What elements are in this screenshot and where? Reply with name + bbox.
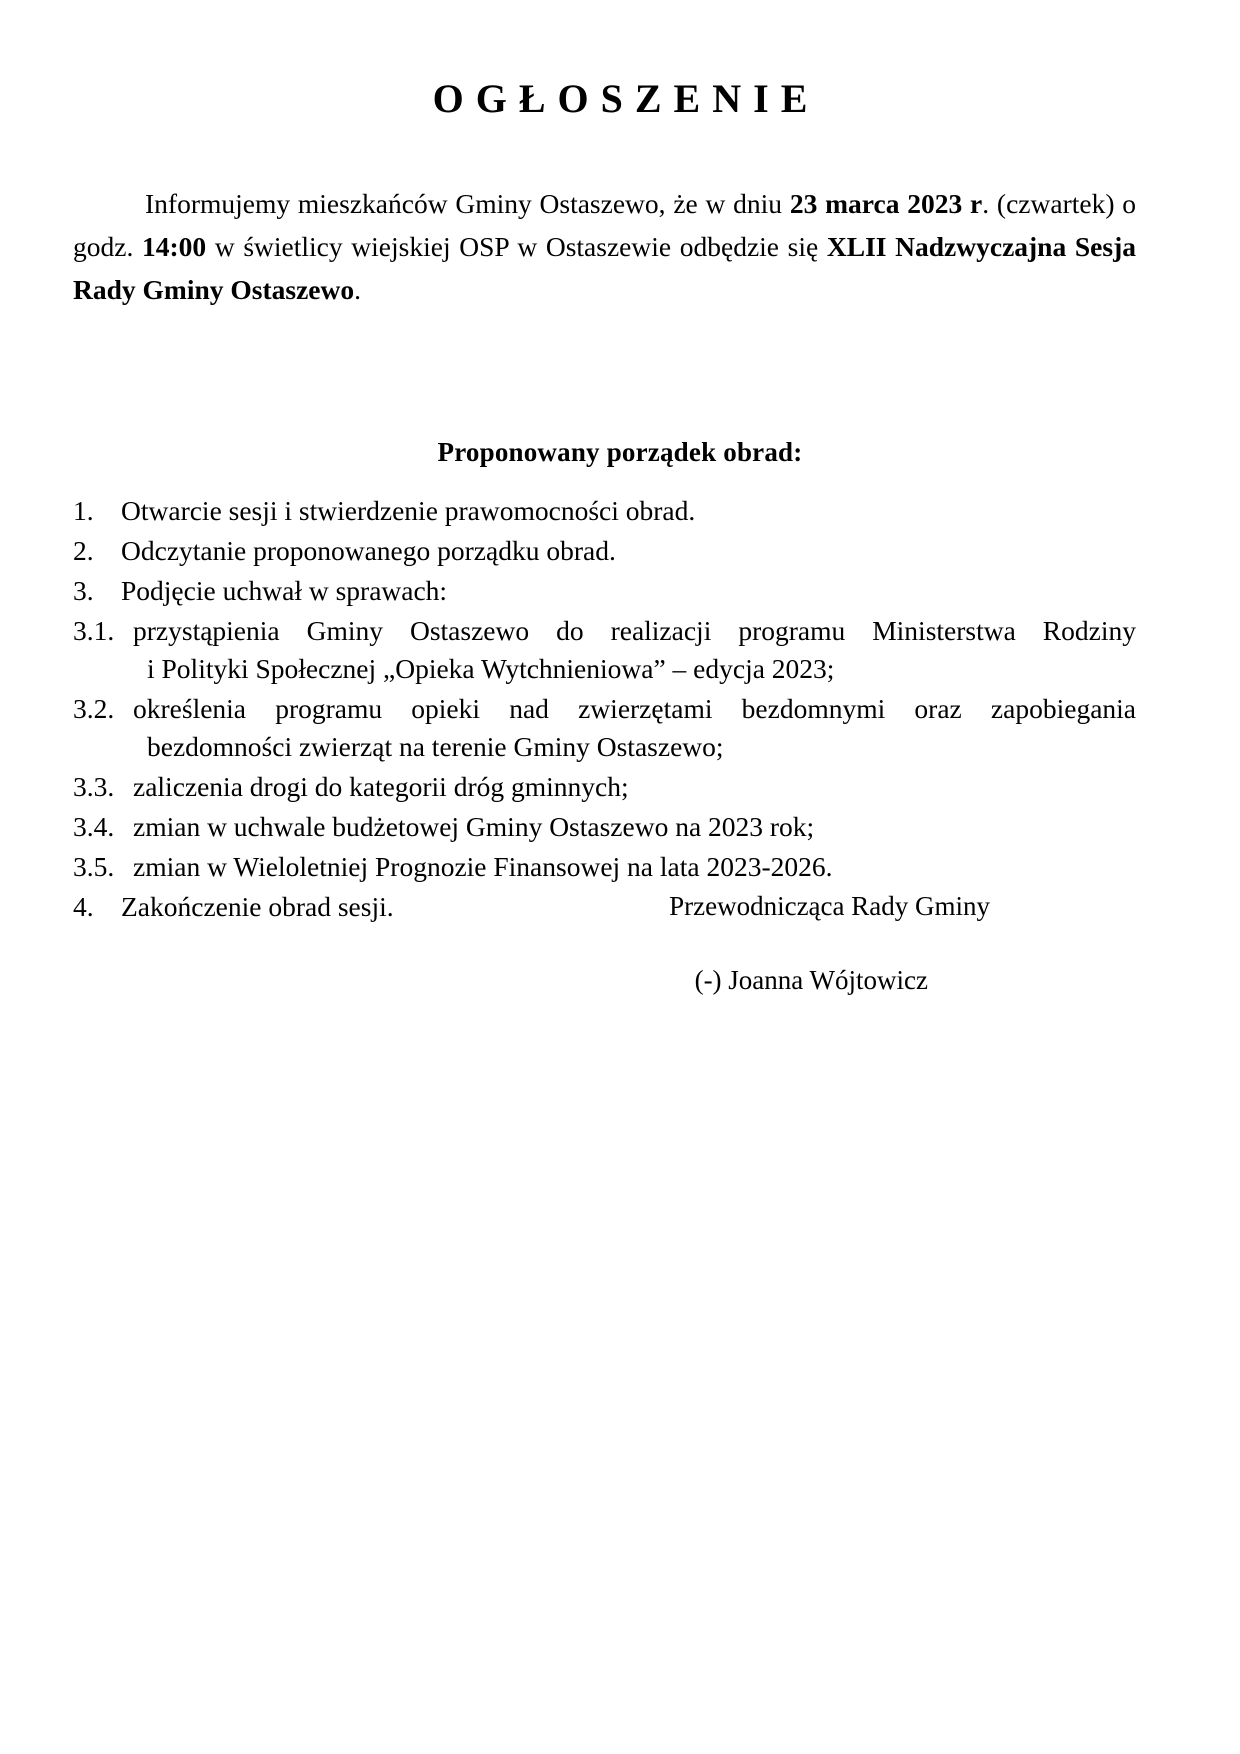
intro-paragraph <box>73 182 1136 311</box>
agenda-item <box>73 572 1136 610</box>
agenda-item-number: 4. <box>73 891 94 922</box>
agenda-item-line-1: przystąpienia Gminy Ostaszewo do realizacji programu Ministerstwa Rodziny <box>133 615 1136 646</box>
signature-block <box>0 880 1240 1006</box>
agenda-item-text: Podjęcie uchwał w sprawach: <box>121 575 448 606</box>
agenda-item-text <box>133 690 1136 766</box>
page-title: OGŁOSZENIE <box>432 76 820 121</box>
agenda-item-line-2: bezdomności zwierząt na terenie Gminy Ostaszewo; <box>147 731 724 762</box>
agenda-item-text: Odczytanie proponowanego porządku obrad. <box>121 535 616 566</box>
intro-text-part-2: . (czwartek) o godz. <box>73 188 1137 262</box>
agenda-item-number: 3.2. <box>73 693 115 724</box>
intro-bold-session: XLII Nadzwyczajna Sesja Rady Gminy Ostaszewo <box>73 231 1136 305</box>
agenda-item <box>73 808 1136 846</box>
agenda-item-number: 3.5. <box>73 851 115 882</box>
intro-text-part-4: . <box>354 274 361 305</box>
agenda-item-number: 3.4. <box>73 811 115 842</box>
agenda-item-text: Zakończenie obrad sesji. <box>121 891 394 922</box>
signature-role: Przewodnicząca Rady Gminy <box>669 891 990 921</box>
intro-text-part-1: Informujemy mieszkańców Gminy Ostaszewo, że w dniu <box>145 188 790 219</box>
agenda-item-number: 3.3. <box>73 771 115 802</box>
agenda-item-number: 2. <box>73 535 94 566</box>
agenda-item-text: zmian w Wieloletniej Prognozie Finansowej na lata 2023-2026. <box>133 851 833 882</box>
agenda-item-text <box>133 612 1136 688</box>
agenda-item-line-1: określenia programu opieki nad zwierzętami bezdomnymi oraz zapobiegania <box>133 693 1136 724</box>
intro-text-part-3: w świetlicy wiejskiej OSP w Ostaszewie odbędzie się <box>206 231 827 262</box>
agenda-item <box>73 768 1136 806</box>
agenda-item-number: 1. <box>73 495 94 526</box>
agenda-item-text: zmian w uchwale budżetowej Gminy Ostaszewo na 2023 rok; <box>133 811 815 842</box>
agenda-item <box>73 612 1136 688</box>
agenda-list <box>73 492 1136 928</box>
intro-bold-time: 14:00 <box>142 231 207 262</box>
agenda-item <box>73 492 1136 530</box>
agenda-heading: Proponowany porządek obrad: <box>437 437 803 467</box>
agenda-item-line-2: i Polityki Społecznej „Opieka Wytchnieniowa” – edycja 2023; <box>147 653 835 684</box>
agenda-item-number: 3. <box>73 575 94 606</box>
agenda-item <box>73 690 1136 766</box>
agenda-item-text: zaliczenia drogi do kategorii dróg gminnych; <box>133 771 629 802</box>
intro-bold-date: 23 marca 2023 r <box>789 188 983 219</box>
agenda-item-text: Otwarcie sesji i stwierdzenie prawomocności obrad. <box>121 495 696 526</box>
agenda-item-number: 3.1. <box>73 615 115 646</box>
agenda-item <box>73 532 1136 570</box>
signature-name: (-) Joanna Wójtowicz <box>694 965 928 995</box>
